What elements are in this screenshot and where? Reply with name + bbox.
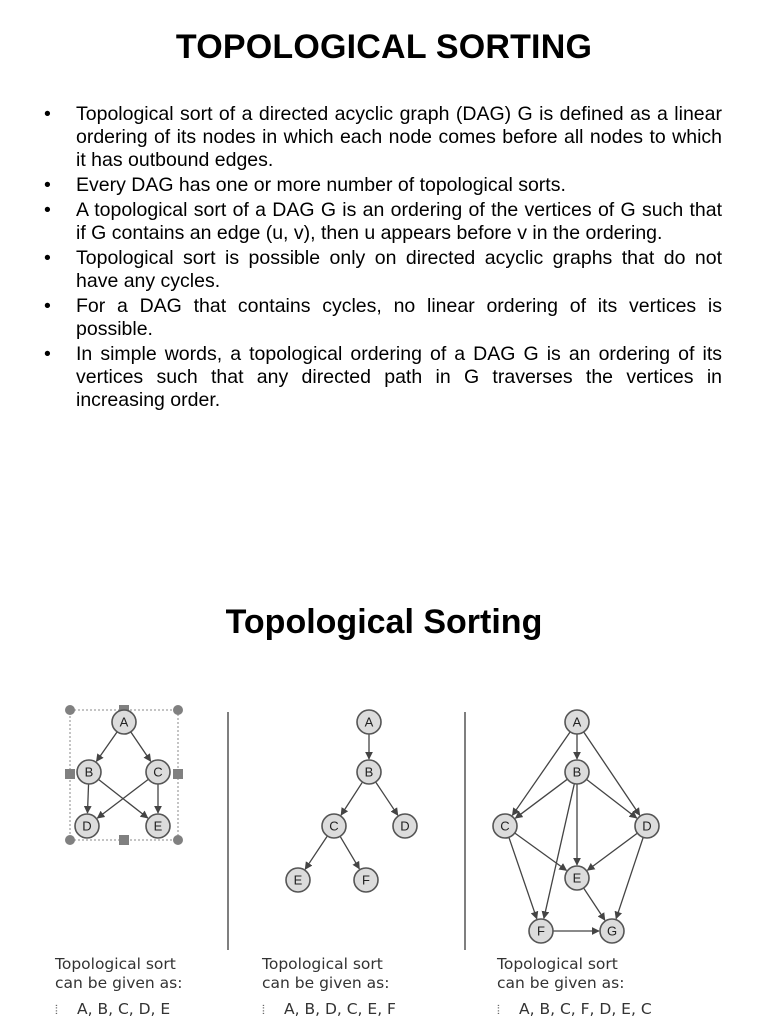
selection-handle bbox=[65, 835, 75, 845]
graph-node-D bbox=[635, 814, 659, 838]
figure-caption bbox=[262, 955, 396, 1020]
graph-node-E bbox=[565, 866, 589, 890]
node-label: C bbox=[500, 818, 510, 834]
graph-node-F bbox=[354, 868, 378, 892]
page-title: TOPOLOGICAL SORTING bbox=[175, 28, 593, 66]
graph-node-B bbox=[77, 760, 101, 784]
bullet-text: Topological sort of a directed acyclic graph (DAG) G is defined as a linear ordering of its nodes in which each node comes before all nodes to which it has outbound edges. bbox=[76, 103, 722, 171]
node-label: F bbox=[537, 923, 545, 939]
list-marker-icon: ⦙ bbox=[262, 1003, 265, 1018]
bullet-list bbox=[42, 103, 722, 414]
caption-order bbox=[55, 1000, 182, 1020]
selection-handle bbox=[173, 705, 183, 715]
graph-node-D bbox=[75, 814, 99, 838]
edge-arrow-B-C bbox=[341, 782, 362, 815]
bullet-dot: • bbox=[44, 247, 51, 269]
edge-arrow-C-F bbox=[509, 837, 537, 918]
caption-line: can be given as: bbox=[55, 974, 183, 992]
node-label: B bbox=[84, 764, 94, 780]
node-label: E bbox=[572, 870, 582, 886]
bullet-text: Topological sort is possible only on directed acyclic graphs that do not have any cycles. bbox=[76, 247, 722, 292]
selection-handle bbox=[119, 835, 129, 845]
node-label: A bbox=[364, 714, 374, 730]
edge-arrow-D-E bbox=[587, 833, 637, 870]
graph-node-F bbox=[529, 919, 553, 943]
selection-handle bbox=[173, 835, 183, 845]
node-label: D bbox=[400, 818, 410, 834]
edge-arrow-A-B bbox=[96, 732, 117, 762]
edge-arrow-D-G bbox=[616, 837, 643, 918]
caption-line: can be given as: bbox=[497, 974, 625, 992]
selection-handle bbox=[65, 769, 75, 779]
bullet-item bbox=[42, 103, 722, 172]
bullet-dot: • bbox=[44, 199, 51, 221]
node-label: C bbox=[329, 818, 339, 834]
caption-line: can be given as: bbox=[262, 974, 390, 992]
edge-arrow-A-C bbox=[512, 732, 570, 815]
graph-node-D bbox=[393, 814, 417, 838]
graph-node-C bbox=[493, 814, 517, 838]
bullet-item bbox=[42, 174, 722, 197]
node-label: A bbox=[572, 714, 582, 730]
bullet-text: Every DAG has one or more number of topological sorts. bbox=[76, 174, 566, 196]
node-label: B bbox=[572, 764, 582, 780]
dag-diagram-canvas bbox=[0, 700, 768, 950]
caption-line: Topological sort bbox=[497, 955, 618, 973]
graph-node-C bbox=[146, 760, 170, 784]
node-label: B bbox=[364, 764, 374, 780]
bullet-dot: • bbox=[44, 295, 51, 317]
figure-caption bbox=[497, 955, 652, 1020]
edge-arrow-A-C bbox=[131, 732, 151, 761]
list-marker-icon: ⦙ bbox=[497, 1003, 500, 1018]
graph-node-C bbox=[322, 814, 346, 838]
selection-handle bbox=[65, 705, 75, 715]
bullet-item bbox=[42, 295, 722, 341]
node-label: E bbox=[293, 872, 303, 888]
node-label: C bbox=[153, 764, 163, 780]
graph-node-E bbox=[286, 868, 310, 892]
graph-node-B bbox=[565, 760, 589, 784]
bullet-text: A topological sort of a DAG G is an ordering of the vertices of G such that if G contains an edge (u, v), then u appears before v in the ordering. bbox=[76, 199, 722, 244]
section-subtitle: Topological Sorting bbox=[225, 603, 543, 641]
edge-arrow-B-D bbox=[87, 784, 88, 813]
bullet-item bbox=[42, 343, 722, 412]
dag-figures bbox=[0, 700, 768, 950]
list-marker-icon: ⦙ bbox=[55, 1003, 58, 1018]
graph-node-B bbox=[357, 760, 381, 784]
graph-node-E bbox=[146, 814, 170, 838]
bullet-text: In simple words, a topological ordering of a DAG G is an ordering of its vertices such that any directed path in G traverses the vertices in increasing order. bbox=[76, 343, 722, 411]
figure-caption bbox=[55, 955, 182, 1020]
edge-arrow-A-D bbox=[584, 732, 640, 815]
caption-order bbox=[262, 1000, 396, 1020]
graph-node-A bbox=[357, 710, 381, 734]
selection-handle bbox=[173, 769, 183, 779]
bullet-text: For a DAG that contains cycles, no linear ordering of its vertices is possible. bbox=[76, 295, 722, 340]
node-label: A bbox=[119, 714, 129, 730]
node-label: D bbox=[642, 818, 652, 834]
order-text: A, B, C, F, D, E, C bbox=[519, 1000, 652, 1018]
bullet-dot: • bbox=[44, 103, 51, 125]
order-text: A, B, C, D, E bbox=[77, 1000, 171, 1018]
caption-order bbox=[497, 1000, 652, 1020]
bullet-item bbox=[42, 199, 722, 245]
graph-node-A bbox=[565, 710, 589, 734]
node-label: G bbox=[606, 923, 618, 939]
edge-arrow-C-E bbox=[305, 836, 327, 869]
bullet-dot: • bbox=[44, 174, 51, 196]
graph-node-G bbox=[600, 919, 624, 943]
node-label: D bbox=[82, 818, 92, 834]
bullet-dot: • bbox=[44, 343, 51, 365]
node-label: E bbox=[153, 818, 163, 834]
node-label: F bbox=[362, 872, 370, 888]
edge-arrow-E-G bbox=[584, 888, 605, 920]
order-text: A, B, D, C, E, F bbox=[284, 1000, 396, 1018]
caption-line: Topological sort bbox=[55, 955, 176, 973]
caption-line: Topological sort bbox=[262, 955, 383, 973]
edge-arrow-B-D bbox=[376, 782, 398, 815]
edge-arrow-B-F bbox=[544, 784, 574, 919]
graph-node-A bbox=[112, 710, 136, 734]
edge-arrow-C-F bbox=[340, 836, 359, 868]
bullet-item bbox=[42, 247, 722, 293]
